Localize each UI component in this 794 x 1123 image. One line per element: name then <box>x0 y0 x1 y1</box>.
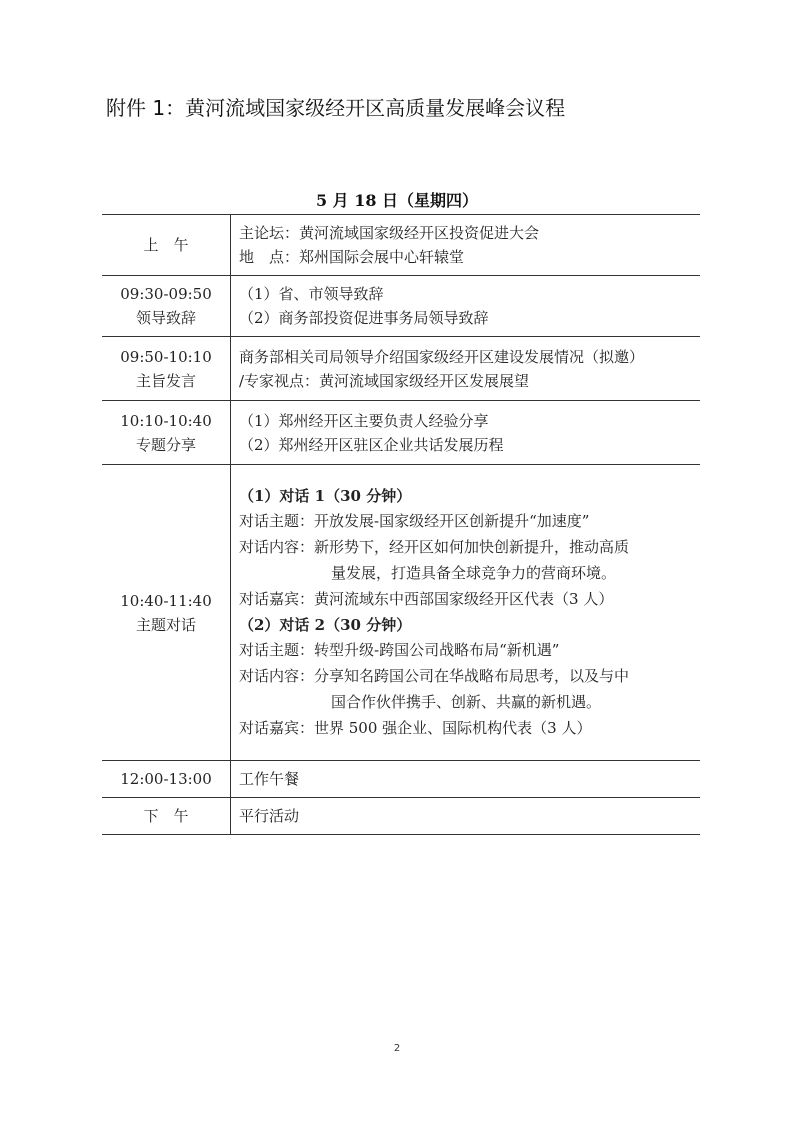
content-cell <box>231 401 701 465</box>
dialogue-theme: 对话主题：开放发展-国家级经开区创新提升“加速度” <box>239 512 590 531</box>
content-line: 工作午餐 <box>239 770 300 788</box>
table-row <box>102 401 700 465</box>
time-label: 10:40-11:40 <box>120 591 212 610</box>
table-row <box>102 465 700 761</box>
content-line: （2）商务部投资促进事务局领导致辞 <box>239 309 489 327</box>
dialogue-content: 对话内容：新形势下，经开区如何加快创新提升，推动高质 <box>239 538 630 557</box>
time-cell <box>102 761 231 798</box>
content-line: 商务部相关司局领导介绍国家级经开区建设发展情况（拟邀） <box>239 347 645 366</box>
time-cell <box>102 337 231 401</box>
table-row <box>102 215 700 276</box>
page-title: 附件 1：黄河流域国家级经开区高质量发展峰会议程 <box>106 96 566 120</box>
dialogue-theme: 对话主题：转型升级-跨国公司战略布局“新机遇” <box>239 641 560 660</box>
content-line: （2）郑州经开区驻区企业共话发展历程 <box>239 435 504 454</box>
time-cell <box>102 215 231 276</box>
dialogue-heading: （1）对话 1（30 分钟） <box>239 486 412 505</box>
content-cell <box>231 215 701 276</box>
session-label: 领导致辞 <box>135 309 196 327</box>
content-line: （1）省、市领导致辞 <box>239 285 384 303</box>
content-cell <box>231 798 701 835</box>
dialogue-guests: 对话嘉宾：世界 500 强企业、国际机构代表（3 人） <box>239 718 592 737</box>
dialogue-content: 对话内容：分享知名跨国公司在华战略布局思考，以及与中 <box>239 667 630 686</box>
session-label: 主题对话 <box>135 615 196 634</box>
content-line: 平行活动 <box>239 807 300 825</box>
time-cell <box>102 798 231 835</box>
table-row <box>102 761 700 798</box>
content-line: /专家视点：黄河流域国家级经开区发展展望 <box>239 371 530 390</box>
content-cell <box>231 761 701 798</box>
time-label: 上 午 <box>143 236 189 254</box>
table-row <box>102 798 700 835</box>
dialogue-content: 国合作伙伴携手、创新、共赢的新机遇。 <box>331 692 602 711</box>
agenda-table <box>102 214 700 835</box>
session-label: 主旨发言 <box>135 371 196 390</box>
content-cell <box>231 337 701 401</box>
time-label: 09:50-10:10 <box>120 347 212 366</box>
time-cell <box>102 465 231 761</box>
dialogue-heading: （2）对话 2（30 分钟） <box>239 615 412 634</box>
page-number: 2 <box>393 1043 401 1054</box>
time-cell <box>102 401 231 465</box>
time-label: 09:30-09:50 <box>120 285 212 303</box>
content-cell <box>231 465 701 761</box>
time-label: 12:00-13:00 <box>120 770 212 788</box>
content-line: 地 点：郑州国际会展中心轩辕堂 <box>239 248 465 266</box>
table-row <box>102 276 700 337</box>
time-cell <box>102 276 231 337</box>
time-label: 10:10-10:40 <box>120 411 212 430</box>
session-label: 专题分享 <box>135 435 196 454</box>
dialogue-content: 量发展，打造具备全球竞争力的营商环境。 <box>331 563 617 582</box>
dialogue-guests: 对话嘉宾：黄河流域东中西部国家级经开区代表（3 人） <box>239 589 614 608</box>
date-heading: 5 月 18 日（星期四） <box>315 191 479 210</box>
content-line: 主论坛：黄河流域国家级经开区投资促进大会 <box>239 224 540 242</box>
content-line: （1）郑州经开区主要负责人经验分享 <box>239 411 489 430</box>
table-row <box>102 337 700 401</box>
time-label: 下 午 <box>143 807 189 825</box>
content-cell <box>231 276 701 337</box>
